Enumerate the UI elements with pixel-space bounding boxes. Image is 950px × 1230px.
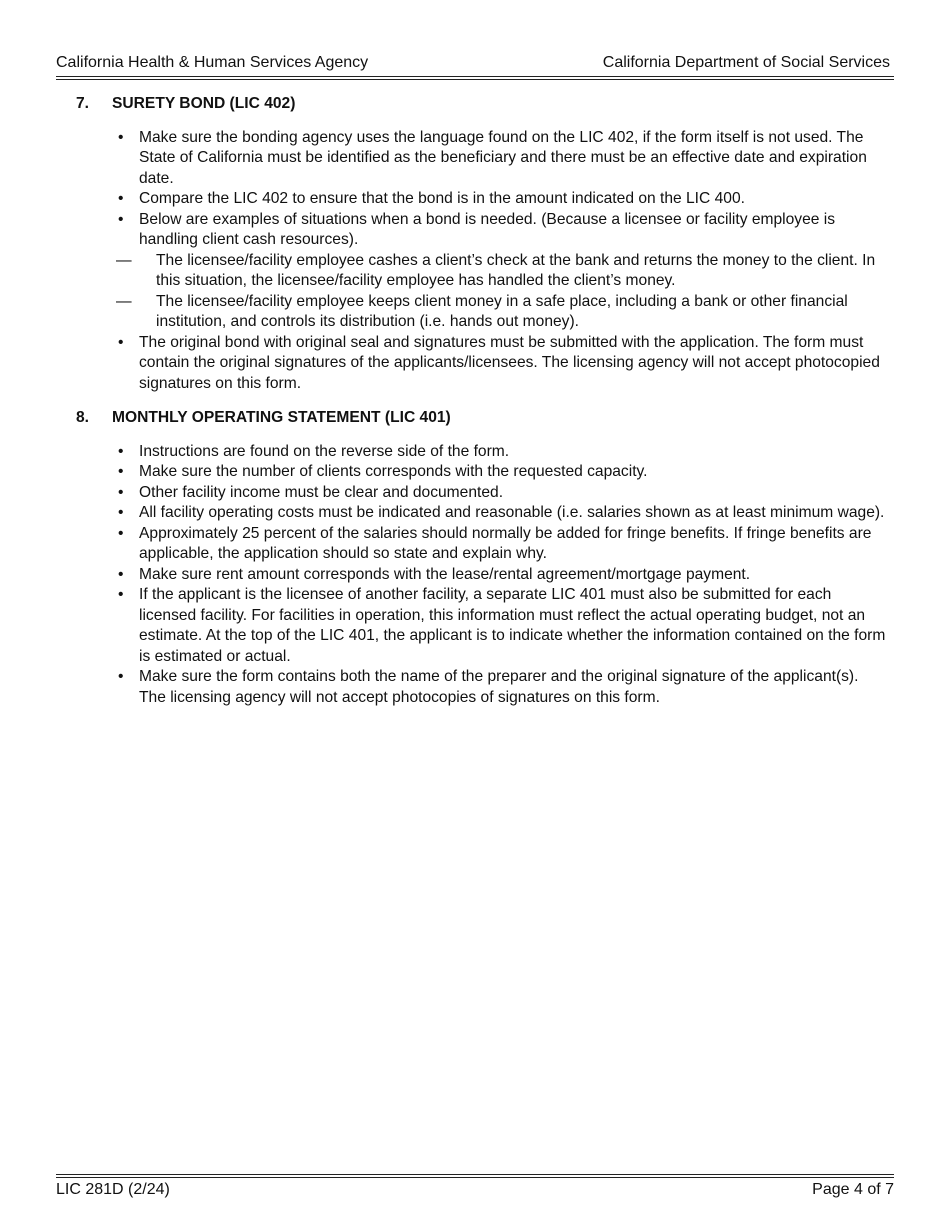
section-title: MONTHLY OPERATING STATEMENT (LIC 401) — [112, 409, 451, 426]
bullet-marker: • — [118, 586, 124, 603]
bullet-marker: • — [118, 504, 124, 521]
list-item-text: Make sure the form contains both the name of the preparer and the original signature of the applicant(s). The licensing agency will not accept photocopies of signatures on this form. — [139, 668, 859, 706]
page-number: Page 4 of 7 — [812, 1181, 894, 1198]
page-footer — [56, 1180, 894, 1199]
list-item-text: All facility operating costs must be indicated and reasonable (i.e. salaries shown as at least minimum wage). — [139, 504, 885, 521]
section-number: 8. — [76, 409, 90, 426]
list-item — [116, 210, 888, 333]
section-heading — [76, 94, 888, 115]
section-title: SURETY BOND (LIC 402) — [112, 95, 296, 112]
header-rule-top — [56, 76, 894, 77]
bullet-marker: • — [118, 668, 124, 685]
section-surety-bond — [76, 94, 888, 394]
page-content — [76, 94, 888, 722]
list-item-text: Compare the LIC 402 to ensure that the bond is in the amount indicated on the LIC 400. — [139, 190, 745, 207]
list-item — [116, 667, 888, 708]
header-agency: California Health & Human Services Agency — [56, 54, 369, 71]
page-header — [56, 53, 890, 72]
list-item-text: Make sure the bonding agency uses the language found on the LIC 402, if the form itself is not used. The State of California must be identified as the beneficiary and there must be an effective date and expiration date. — [139, 128, 867, 187]
list-item — [116, 565, 888, 586]
list-item-text: If the applicant is the licensee of another facility, a separate LIC 401 must also be submitted for each licensed facility. For facilities in operation, this information must reflect the actual operating budget, not an estimate. At the top of the LIC 401, the applicant is to indicate whether the information contained on the form is estimated or actual. — [139, 586, 886, 665]
sub-list — [116, 251, 888, 333]
list-item-text: Instructions are found on the reverse side of the form. — [139, 442, 510, 460]
dash-marker: — — [116, 292, 132, 310]
list-item — [116, 333, 888, 395]
bullet-marker: • — [118, 128, 124, 146]
list-item — [116, 503, 888, 524]
footer-rule-bottom — [56, 1177, 894, 1178]
sub-list-item-text: The licensee/facility employee cashes a client’s check at the bank and returns the money to the client. In this situation, the licensee/facility employee has handled the client’s money. — [156, 251, 876, 289]
section-heading — [76, 408, 888, 429]
list-item-text: Other facility income must be clear and documented. — [139, 483, 504, 501]
sub-list-item — [116, 292, 888, 333]
bullet-marker: • — [118, 210, 124, 228]
list-item — [116, 585, 888, 667]
header-rule-bottom — [56, 79, 894, 80]
list-item — [116, 128, 888, 190]
list-item — [116, 189, 888, 210]
bullet-marker: • — [118, 333, 124, 351]
bullet-list — [76, 128, 888, 395]
bullet-marker: • — [118, 483, 124, 501]
list-item — [116, 524, 888, 565]
sub-list-item-text: The licensee/facility employee keeps client money in a safe place, including a bank or other financial institution, and controls its distribution (i.e. hands out money). — [156, 292, 848, 330]
bullet-marker: • — [118, 463, 124, 480]
footer-rule-top — [56, 1174, 894, 1175]
bullet-marker: • — [118, 565, 124, 583]
list-item — [116, 462, 888, 483]
bullet-list — [76, 442, 888, 709]
list-item — [116, 483, 888, 504]
section-monthly-operating-statement — [76, 408, 888, 708]
list-item-text: Below are examples of situations when a bond is needed. (Because a licensee or facility employee is handling client cash resources). — [139, 210, 836, 248]
list-item — [116, 442, 888, 463]
header-department: California Department of Social Services — [602, 54, 890, 71]
section-number: 7. — [76, 95, 90, 112]
form-number: LIC 281D (2/24) — [56, 1181, 170, 1198]
list-item-text: Make sure rent amount corresponds with the lease/rental agreement/mortgage payment. — [139, 565, 751, 583]
sub-list-item — [116, 251, 888, 292]
bullet-marker: • — [118, 524, 124, 542]
dash-marker: — — [116, 251, 132, 269]
bullet-marker: • — [118, 190, 124, 207]
bullet-marker: • — [118, 442, 124, 460]
list-item-text: Approximately 25 percent of the salaries should normally be added for fringe benefits. If fringe benefits are applicable, the application should so state and explain why. — [139, 524, 872, 562]
list-item-text: Make sure the number of clients corresponds with the requested capacity. — [139, 463, 648, 480]
list-item-text: The original bond with original seal and signatures must be submitted with the application. The form must contain the original signatures of the applicants/licensees. The licensing agency will not accept photocopied signatures on this form. — [139, 333, 880, 392]
